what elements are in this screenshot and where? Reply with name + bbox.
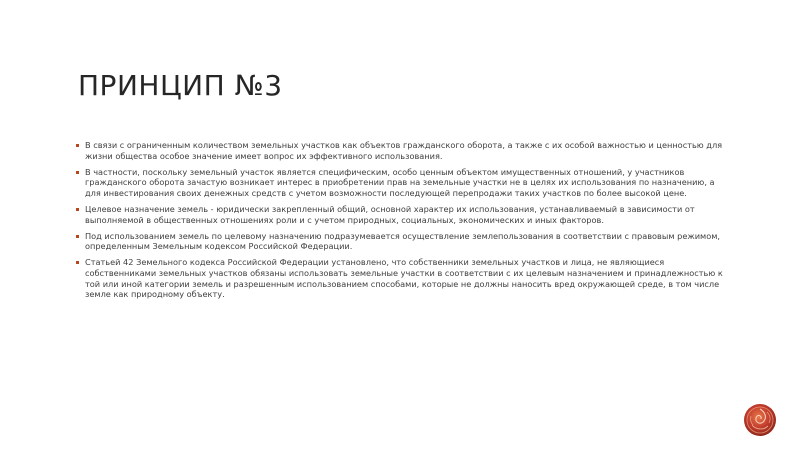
bullet-square-icon	[76, 235, 79, 238]
bullet-item	[76, 140, 728, 161]
bullet-text: Статьей 42 Земельного кодекса Российской Федерации установлено, что собственники земельных участков и лица, не являющиеся собственниками земельных участков обязаны использовать земельные участки в соответствии с их целевым назначением и принадлежностью к той или иной категории земель и разрешенным использованием способами, которые не должны наносить вред окружающей среде, в том числе земле как природному объекту.	[85, 257, 723, 300]
bullet-text: В связи с ограниченным количеством земельных участков как объектов гражданского оборота, а также с их особой важностью и ценностью для жизни общества особое значение имеет вопрос их эффективного использования.	[85, 140, 723, 161]
bullet-text: Под использованием земель по целевому назначению подразумевается осуществление землепользования в соответствии с правовым режимом, определенным Земельным кодексом Российской Федерации.	[85, 230, 721, 252]
orange-swirl-emblem-icon	[743, 403, 777, 437]
slide-title: ПРИНЦИП №3	[78, 69, 283, 102]
bullet-text: Целевое назначение земель - юридически закрепленный общий, основной характер их использования, устанавливаемый в зависимости от выполняемой в общественных отношениях роли и с учетом природных, социальных, экономических и иных факторов.	[85, 203, 695, 225]
bullet-square-icon	[76, 261, 79, 264]
bullet-text: В частности, поскольку земельный участок является специфическим, особо ценным объектом имущественных отношений, у участников гражданского оборота зачастую возникает интерес в приобретении прав на земельные участки не в целях их использования по назначению, а для инвестирования своих денежных средств с учетом возможности последующей перепродажи таких участков по более высокой цене.	[85, 166, 715, 198]
bullet-item	[76, 204, 728, 225]
bullet-item	[76, 231, 728, 252]
bullet-list	[76, 140, 728, 305]
bullet-square-icon	[76, 171, 79, 174]
bullet-square-icon	[76, 208, 79, 211]
bullet-item	[76, 257, 728, 299]
bullet-square-icon	[76, 144, 79, 147]
bullet-item	[76, 167, 728, 199]
